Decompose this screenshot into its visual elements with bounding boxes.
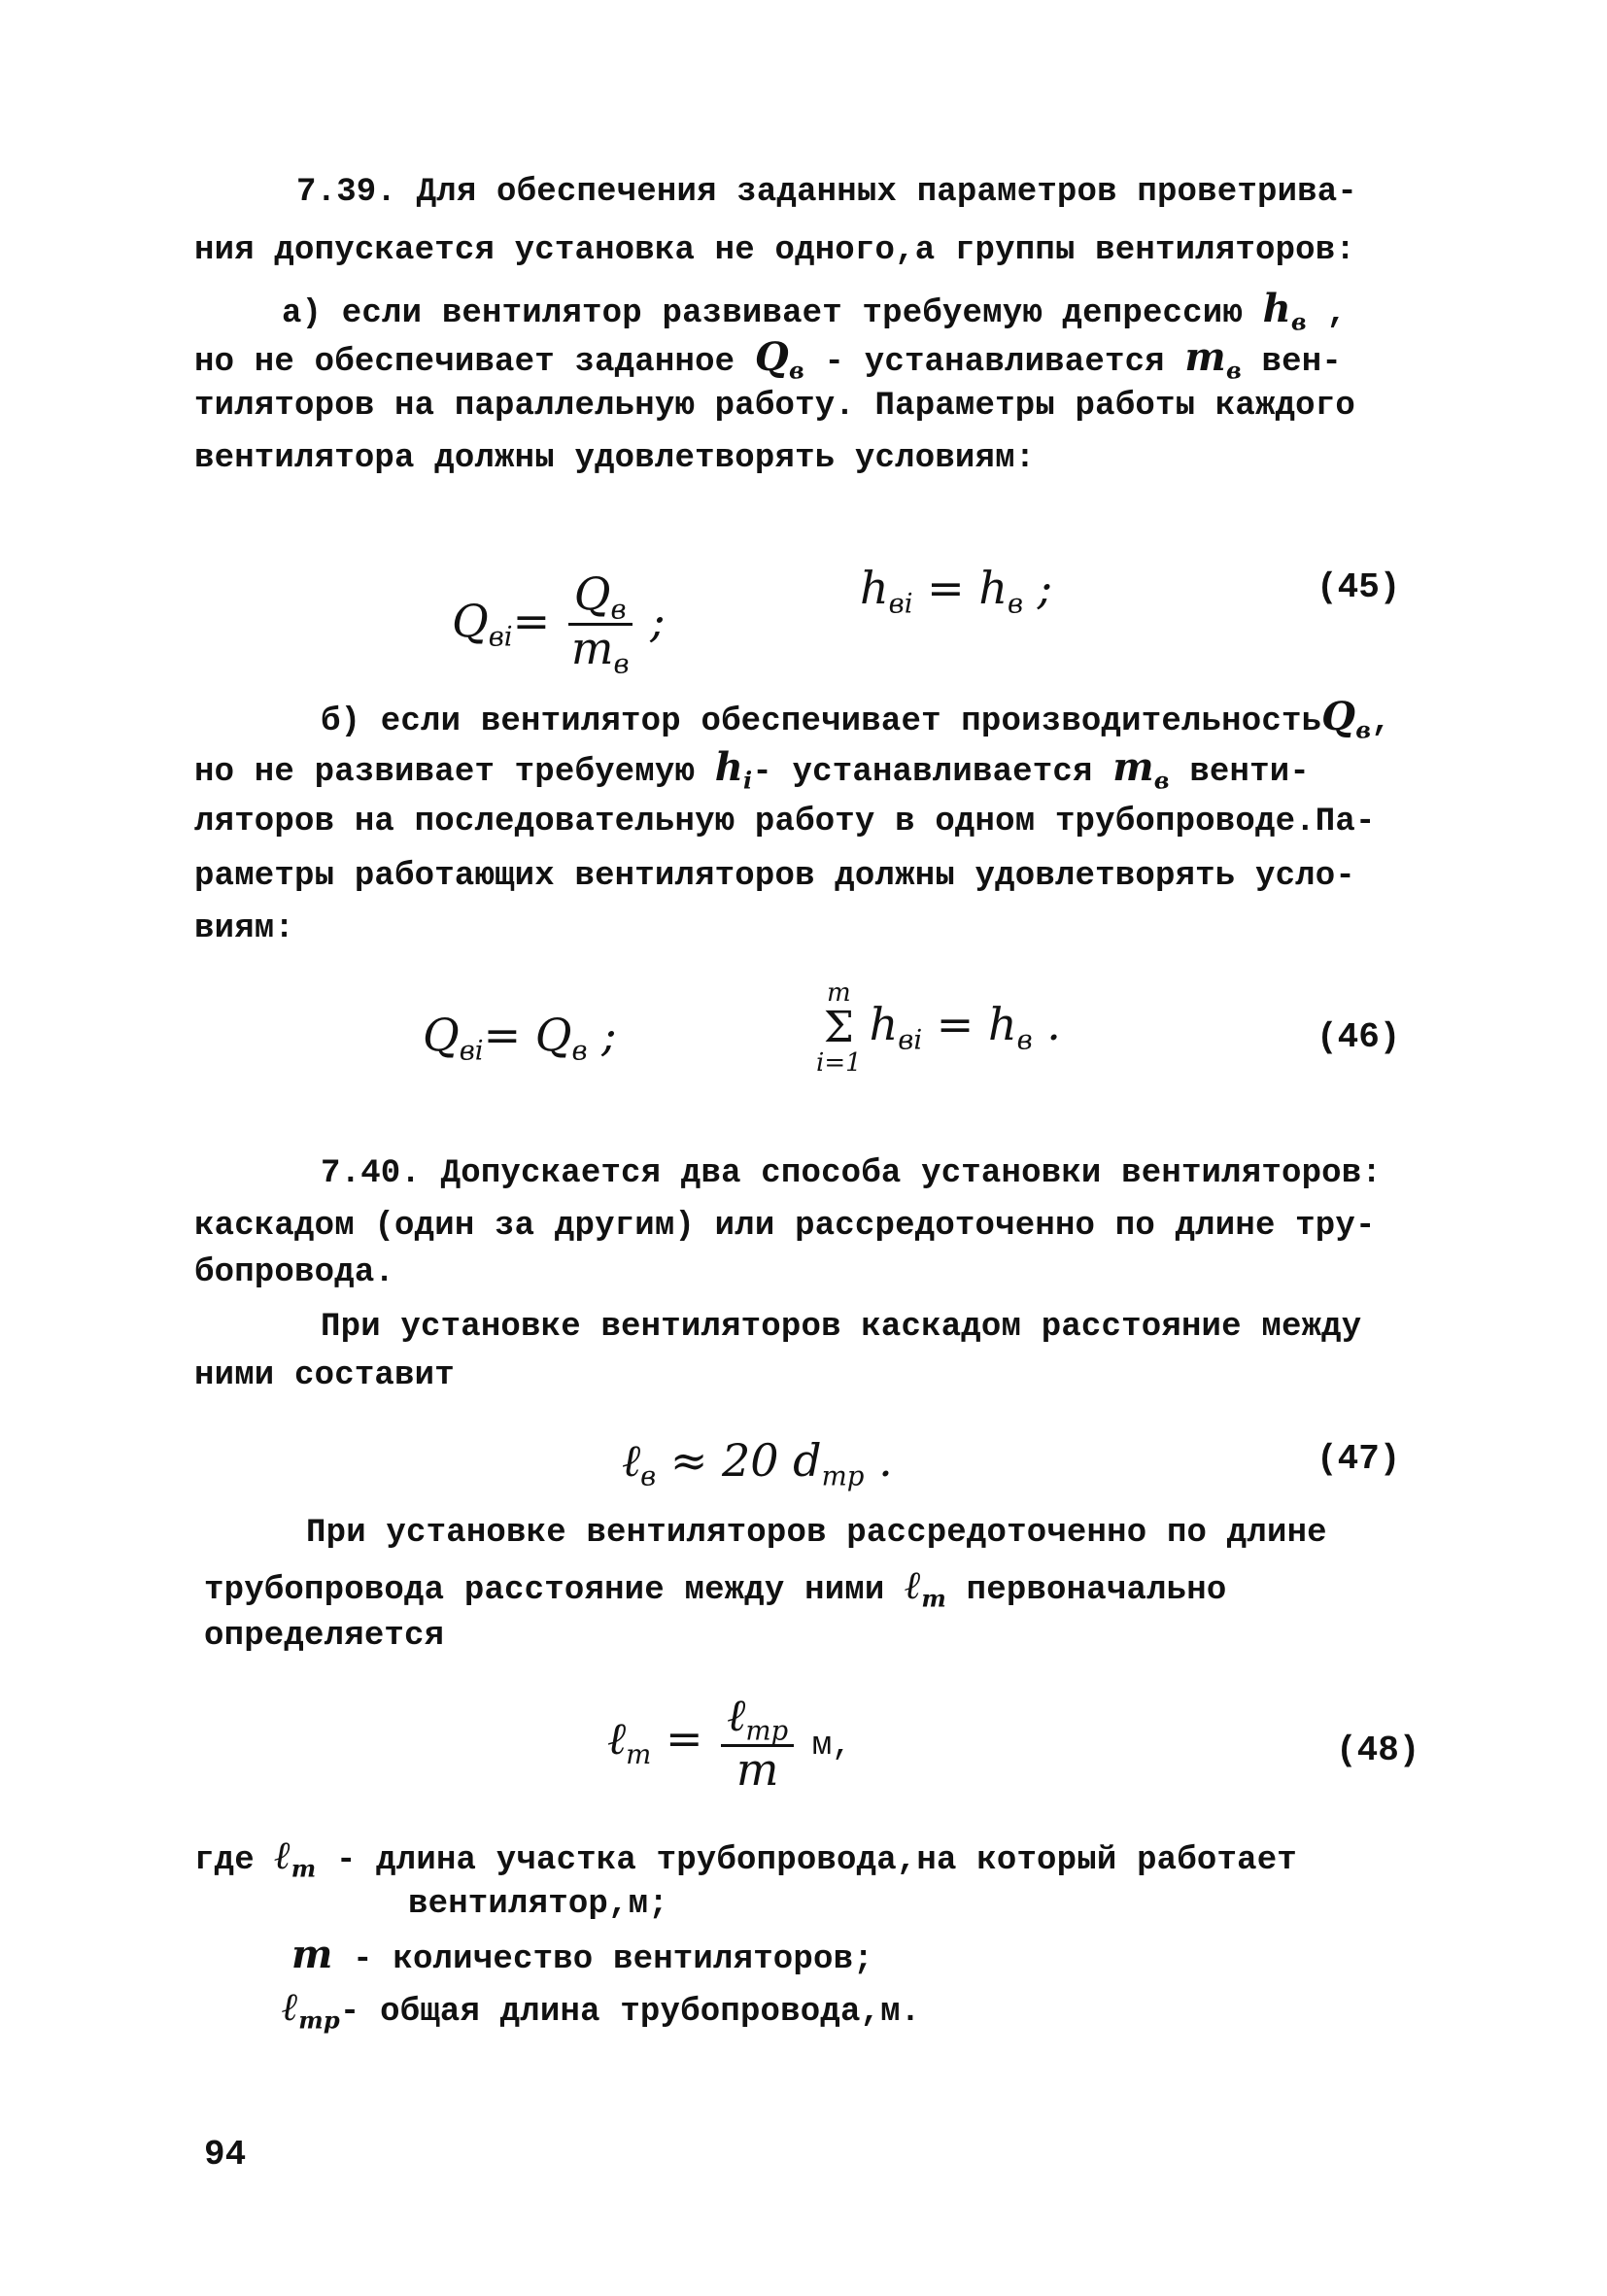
text-span: а) если вентилятор развивает требуемую депрессию bbox=[282, 295, 1243, 332]
equation-45-left: $Q_{вi}=$ $\frac{Q_в}{m_в}$ ; bbox=[452, 567, 666, 680]
text-line: каскадом (один за другим) или рассредоточенно по длине тру- bbox=[194, 1208, 1376, 1245]
text-span: где bbox=[194, 1842, 255, 1879]
text-line bbox=[194, 334, 1342, 390]
sum-symbol: m Σ i=1 bbox=[816, 978, 862, 1078]
text-span: - количество вентиляторов; bbox=[353, 1941, 873, 1978]
text-line: 7.39. Для обеспечения заданных параметров проветрива- bbox=[296, 174, 1357, 211]
text-line bbox=[204, 1562, 1227, 1618]
math-symbol: ℓ$_{тр}$ bbox=[282, 1984, 340, 2035]
text-line: бопровода. bbox=[194, 1254, 395, 1291]
text-line bbox=[282, 1984, 921, 2039]
math-symbol: $m_в$ bbox=[1184, 334, 1242, 385]
text-line: раметры работающих вентиляторов должны удовлетворять усло- bbox=[194, 858, 1355, 895]
equation-number: (45) bbox=[1316, 567, 1401, 607]
text-line: виям: bbox=[194, 910, 295, 947]
text-line bbox=[194, 744, 1310, 800]
text-line: вентилятора должны удовлетворять условиям: bbox=[194, 440, 1036, 477]
math-symbol: ℓ$_m$ bbox=[905, 1562, 947, 1613]
equation-number: (48) bbox=[1336, 1731, 1420, 1770]
equation-46-right: m Σ $i=1h_{вi} = h_в$ . bbox=[816, 978, 1061, 1078]
text-line: тиляторов на параллельную работу. Параметры работы каждого bbox=[194, 388, 1355, 425]
equation-45-right: $h_{вi} = h_в$ ; bbox=[860, 562, 1053, 620]
text-line: а) если вентилятор развивает требуемую депрессию $h_в$ , bbox=[282, 286, 1348, 336]
text-span: - устанавливается bbox=[752, 754, 1093, 791]
text-span: но не развивает требуемую bbox=[194, 754, 696, 791]
equation-48: ℓ$_m$ = $\frac{\ell_{тр}}{m}$ м, bbox=[607, 1689, 852, 1797]
equation-number: (46) bbox=[1316, 1017, 1401, 1057]
math-symbol: $Q_в$ bbox=[1321, 694, 1372, 744]
text-line: При установке вентиляторов рассредоточенно по длине bbox=[306, 1515, 1327, 1552]
text-line: ляторов на последовательную работу в одном трубопроводе.Па- bbox=[194, 804, 1376, 840]
text-span: вен- bbox=[1261, 344, 1342, 381]
text-line: При установке вентиляторов каскадом расстояние между bbox=[321, 1309, 1362, 1346]
text-line: определяется bbox=[204, 1618, 445, 1655]
text-span: первоначально bbox=[966, 1572, 1227, 1609]
math-symbol: $h_в$ bbox=[1262, 286, 1307, 336]
text-span: венти- bbox=[1189, 754, 1310, 791]
text-span: но не обеспечивает заданное bbox=[194, 344, 735, 381]
math-symbol: ℓ$_m$ bbox=[274, 1833, 317, 1883]
text-line: ними составит bbox=[194, 1357, 455, 1394]
math-symbol: $m_в$ bbox=[1112, 744, 1170, 795]
unit: м, bbox=[811, 1728, 852, 1765]
equation-47: ℓ$_в$ ≈ 20 $d_{тр}$ . bbox=[622, 1434, 893, 1492]
text-span: трубопровода расстояние между ними bbox=[204, 1572, 885, 1609]
text-span: - длина участка трубопровода,на который работает bbox=[335, 1842, 1297, 1879]
math-symbol: m bbox=[291, 1932, 333, 1977]
text-line: б) если вентилятор обеспечивает производительностьQ$_в$, bbox=[321, 694, 1391, 744]
text-span: б) если вентилятор обеспечивает производительность bbox=[321, 703, 1322, 740]
text-span: - устанавливается bbox=[824, 344, 1165, 381]
page-number: 94 bbox=[204, 2135, 247, 2175]
math-symbol: $h_i$ bbox=[714, 744, 753, 795]
equation-number: (47) bbox=[1316, 1439, 1401, 1479]
text-line bbox=[194, 1833, 1297, 1888]
text-line bbox=[291, 1932, 873, 1979]
math-symbol: $Q_в$ bbox=[754, 334, 804, 385]
text-line: вентилятор,м; bbox=[408, 1886, 668, 1923]
text-line: 7.40. Допускается два способа установки вентиляторов: bbox=[321, 1155, 1382, 1192]
text-span: - общая длина трубопровода,м. bbox=[339, 1994, 921, 2031]
text-line: ния допускается установка не одного,а группы вентиляторов: bbox=[194, 232, 1355, 269]
equation-46-left: $Q_{вi}= Q_в$ ; bbox=[423, 1009, 617, 1067]
